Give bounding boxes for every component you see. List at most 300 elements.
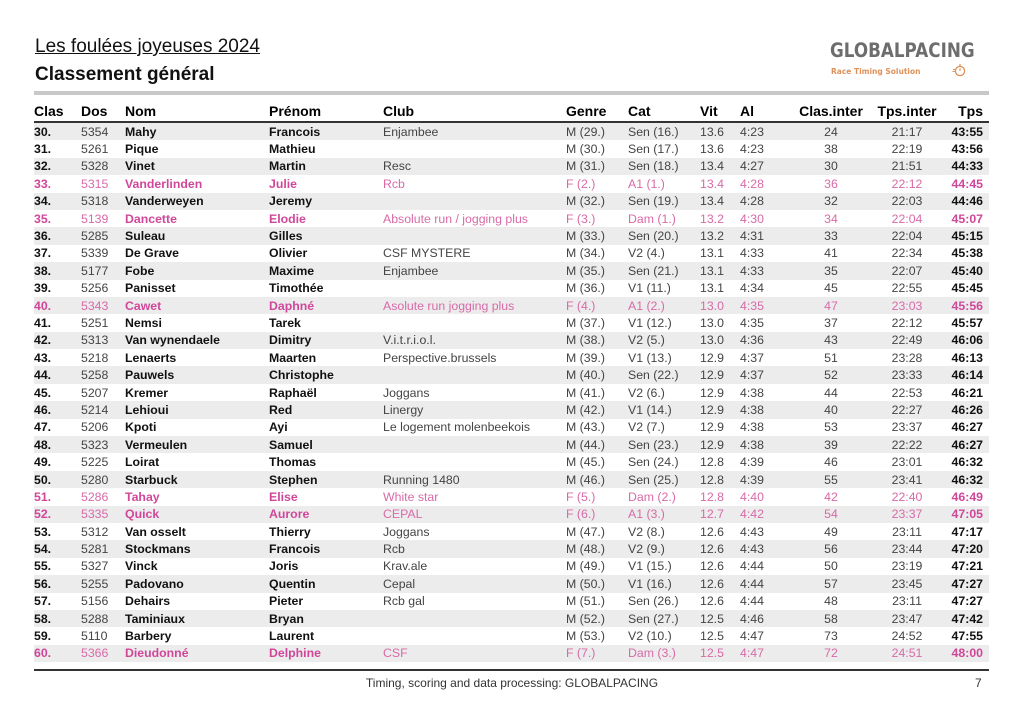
- cell-tps-inter: 22:12: [891, 315, 923, 330]
- cell-genre: F (6.): [566, 506, 628, 523]
- cell-tps: 46:14: [942, 366, 989, 383]
- cell-club: Joggans: [383, 524, 430, 539]
- cell-club: [383, 280, 566, 297]
- cell-club: [383, 366, 566, 383]
- col-cat[interactable]: Cat: [628, 98, 700, 122]
- cell-nom: Cawet: [125, 297, 269, 314]
- cell-dos: 5313: [81, 332, 125, 349]
- cell-tps-inter: 22:22: [872, 436, 942, 453]
- cell-dos: 5323: [81, 436, 125, 453]
- cell-genre: M (36.): [566, 281, 605, 296]
- cell-cat: Sen (18.): [628, 158, 700, 175]
- cell-clas-inter: 48: [824, 594, 838, 609]
- table-row: [34, 245, 989, 262]
- cell-cat: Sen (17.): [628, 142, 679, 157]
- cell-dos: 5110: [81, 629, 108, 644]
- cell-prenom: Christophe: [269, 366, 383, 383]
- cell-club: Enjambee: [383, 262, 566, 279]
- cell-nom: Van wynendaele: [125, 332, 269, 349]
- cell-cat: Sen (19.): [628, 193, 700, 210]
- cell-genre: M (51.): [566, 594, 605, 609]
- cell-prenom: Samuel: [269, 436, 383, 453]
- table-row: [34, 558, 989, 575]
- col-club[interactable]: Club: [383, 98, 566, 122]
- cell-genre: M (34.): [566, 246, 605, 261]
- cell-clas-inter: 33: [790, 227, 872, 244]
- cell-genre: M (45.): [566, 455, 605, 470]
- cell-tps-inter: 23:45: [872, 575, 942, 592]
- cell-tps-inter: 22:12: [891, 176, 923, 191]
- logo-wordmark: GLOBALPACING: [830, 39, 975, 62]
- cell-nom: Quick: [125, 506, 269, 523]
- cell-al: 4:37: [740, 366, 790, 383]
- cell-tps-inter: 22:07: [872, 262, 942, 279]
- cell-dos: 5285: [81, 227, 125, 244]
- table-row: [34, 366, 989, 383]
- cell-clas: 31.: [34, 142, 52, 157]
- cell-clas: 36.: [34, 227, 81, 244]
- cell-dos: 5335: [81, 506, 125, 523]
- page-title: Les foulées joyeuses 2024: [35, 36, 260, 57]
- cell-prenom: Pieter: [269, 594, 304, 609]
- cell-genre: F (7.): [566, 645, 628, 662]
- cell-al: 4:35: [740, 315, 764, 330]
- cell-prenom: Maxime: [269, 262, 383, 279]
- table-row: [34, 158, 989, 175]
- cell-genre: F (4.): [566, 297, 628, 314]
- cell-prenom: Elise: [269, 489, 298, 504]
- cell-tps-inter: 22:03: [872, 193, 942, 210]
- cell-vit: 13.1: [700, 281, 724, 296]
- cell-clas-inter: 38: [824, 142, 838, 157]
- cell-genre: M (32.): [566, 193, 628, 210]
- cell-tps-inter: 22:49: [872, 332, 942, 349]
- col-clas[interactable]: Clas: [34, 98, 81, 122]
- cell-clas-inter: 50: [824, 559, 838, 574]
- cell-dos: 5339: [81, 246, 109, 261]
- cell-clas-inter: 39: [790, 436, 872, 453]
- cell-club: [383, 610, 566, 627]
- cell-cat: A1 (1.): [628, 176, 665, 191]
- table-header-row: [34, 98, 989, 122]
- cell-clas: 49.: [34, 455, 52, 470]
- cell-prenom: Red: [269, 401, 383, 418]
- cell-vit: 12.5: [700, 610, 740, 627]
- cell-al: 4:47: [740, 629, 764, 644]
- cell-tps: 44:46: [942, 193, 989, 210]
- cell-tps: 47:05: [942, 506, 989, 523]
- cell-al: 4:39: [740, 455, 764, 470]
- table-row: [34, 436, 989, 453]
- cell-cat: Dam (1.): [628, 211, 676, 226]
- cell-al: 4:40: [740, 489, 764, 504]
- cell-cat: V2 (10.): [628, 629, 672, 644]
- cell-vit: 13.6: [700, 142, 724, 157]
- table-row: [34, 193, 989, 210]
- cell-genre: M (44.): [566, 436, 628, 453]
- cell-cat: Sen (16.): [628, 122, 700, 140]
- cell-dos: 5258: [81, 366, 125, 383]
- cell-vit: 12.6: [700, 559, 724, 574]
- cell-clas: 32.: [34, 158, 81, 175]
- table-row: [34, 471, 989, 488]
- cell-al: 4:47: [740, 645, 790, 662]
- table-row: [34, 314, 989, 331]
- cell-tps-inter: 24:51: [872, 645, 942, 662]
- cell-genre: M (39.): [566, 350, 605, 365]
- cell-tps-inter: 23:11: [892, 594, 922, 609]
- cell-clas-inter: 24: [790, 122, 872, 140]
- cell-clas: 60.: [34, 645, 81, 662]
- cell-genre: M (50.): [566, 575, 628, 592]
- cell-clas: 47.: [34, 420, 52, 435]
- cell-genre: M (33.): [566, 227, 628, 244]
- cell-clas-inter: 40: [790, 401, 872, 418]
- cell-tps: 46:27: [942, 436, 989, 453]
- cell-vit: 12.9: [700, 385, 724, 400]
- cell-dos: 5207: [81, 385, 109, 400]
- cell-genre: F (5.): [566, 489, 596, 504]
- cell-genre: M (47.): [566, 524, 605, 539]
- cell-dos: 5288: [81, 610, 125, 627]
- cell-dos: 5366: [81, 645, 125, 662]
- cell-clas: 52.: [34, 506, 81, 523]
- cell-vit: 13.0: [700, 332, 740, 349]
- table-row: [34, 506, 989, 523]
- cell-dos: 5280: [81, 471, 125, 488]
- cell-club: [383, 627, 566, 644]
- cell-cat: V1 (12.): [628, 315, 672, 330]
- cell-tps-inter: 22:27: [872, 401, 942, 418]
- cell-prenom: Mathieu: [269, 142, 316, 157]
- cell-al: 4:33: [740, 262, 790, 279]
- cell-clas: 50.: [34, 471, 81, 488]
- cell-genre: M (49.): [566, 559, 605, 574]
- cell-cat: V1 (13.): [628, 350, 672, 365]
- cell-club: Running 1480: [383, 471, 566, 488]
- cell-nom: Mahy: [125, 122, 269, 140]
- table-row: [34, 122, 989, 140]
- cell-genre: F (2.): [566, 176, 596, 191]
- cell-clas: 39.: [34, 281, 52, 296]
- footer-credit: Timing, scoring and data processing: GLOBALPACING: [365, 676, 659, 690]
- cell-cat: V1 (15.): [628, 559, 672, 574]
- cell-tps: 46:32: [942, 471, 989, 488]
- cell-tps: 45:15: [942, 227, 989, 244]
- cell-clas: 54.: [34, 540, 81, 557]
- cell-cat: Sen (21.): [628, 262, 700, 279]
- cell-prenom: Francois: [269, 122, 383, 140]
- cell-cat: Sen (27.): [628, 610, 700, 627]
- logo-tagline: Race Timing Solution: [831, 67, 921, 76]
- cell-clas: 33.: [34, 176, 52, 191]
- cell-vit: 13.6: [700, 122, 740, 140]
- stopwatch-icon: [952, 63, 966, 77]
- header-band: [34, 91, 989, 95]
- cell-al: 4:28: [740, 176, 764, 191]
- cell-clas: 48.: [34, 436, 81, 453]
- cell-vit: 12.9: [700, 420, 724, 435]
- cell-tps-inter: 23:41: [872, 471, 942, 488]
- col-dos[interactable]: Dos: [81, 98, 125, 122]
- cell-prenom: Bryan: [269, 610, 383, 627]
- cell-club: Krav.ale: [383, 559, 428, 574]
- cell-club: Cepal: [383, 575, 566, 592]
- cell-tps-inter: 22:40: [891, 489, 923, 504]
- cell-genre: M (30.): [566, 142, 605, 157]
- cell-clas-inter: 53: [824, 420, 838, 435]
- cell-prenom: Aurore: [269, 506, 383, 523]
- cell-tps-inter: 23:47: [872, 610, 942, 627]
- col-genre[interactable]: Genre: [566, 98, 628, 122]
- cell-club: Le logement molenbeekois: [383, 420, 530, 435]
- cell-clas-inter: 58: [790, 610, 872, 627]
- cell-vit: 12.9: [700, 436, 740, 453]
- cell-club: Perspective.brussels: [383, 350, 497, 365]
- cell-nom: Pique: [125, 142, 159, 157]
- table-row: [34, 227, 989, 244]
- cell-vit: 12.5: [700, 645, 740, 662]
- col-tps[interactable]: Tps: [942, 98, 989, 122]
- cell-nom: Kpoti: [125, 420, 157, 435]
- cell-tps-inter: 23:03: [872, 297, 942, 314]
- cell-tps-inter: 23:37: [891, 420, 923, 435]
- cell-tps-inter: 22:04: [891, 211, 923, 226]
- table-row: [34, 401, 989, 418]
- cell-tps: 45:56: [942, 297, 989, 314]
- cell-nom: De Grave: [125, 246, 180, 261]
- cell-prenom: Gilles: [269, 227, 383, 244]
- table-row: [34, 523, 989, 540]
- cell-genre: M (41.): [566, 385, 605, 400]
- cell-cat: Sen (22.): [628, 366, 700, 383]
- cell-clas: 43.: [34, 350, 52, 365]
- cell-tps-inter: 22:19: [891, 142, 923, 157]
- cell-al: 4:36: [740, 332, 790, 349]
- cell-prenom: Stephen: [269, 471, 383, 488]
- cell-nom: Barbery: [125, 629, 172, 644]
- cell-prenom: Joris: [269, 559, 299, 574]
- cell-clas-inter: 57: [790, 575, 872, 592]
- cell-clas: 53.: [34, 524, 52, 539]
- cell-dos: 5315: [81, 176, 109, 191]
- cell-prenom: Tarek: [269, 315, 301, 330]
- col-prenom[interactable]: Prénom: [269, 98, 383, 122]
- cell-nom: Lehioui: [125, 401, 269, 418]
- cell-tps: 47:42: [942, 610, 989, 627]
- cell-tps: 47:55: [951, 629, 983, 644]
- cell-al: 4:43: [740, 540, 790, 557]
- table-row: [34, 175, 989, 192]
- cell-nom: Vanderlinden: [125, 176, 203, 191]
- table-row: [34, 210, 989, 227]
- cell-clas: 40.: [34, 297, 81, 314]
- cell-nom: Tahay: [125, 489, 160, 504]
- cell-clas-inter: 30: [790, 158, 872, 175]
- cell-prenom: Martin: [269, 158, 383, 175]
- cell-dos: 5218: [81, 350, 109, 365]
- cell-al: 4:44: [740, 594, 764, 609]
- cell-clas: 45.: [34, 385, 52, 400]
- cell-tps: 44:45: [951, 176, 983, 191]
- cell-tps: 44:33: [942, 158, 989, 175]
- cell-genre: M (43.): [566, 420, 605, 435]
- cell-vit: 12.6: [700, 575, 740, 592]
- cell-dos: 5343: [81, 297, 125, 314]
- table-row: [34, 140, 989, 157]
- cell-genre: M (29.): [566, 122, 628, 140]
- cell-tps: 46:32: [951, 455, 983, 470]
- cell-clas: 34.: [34, 193, 81, 210]
- cell-cat: V1 (14.): [628, 401, 700, 418]
- cell-tps-inter: 22:34: [891, 246, 923, 261]
- cell-tps: 48:00: [942, 645, 989, 662]
- cell-al: 4:38: [740, 436, 790, 453]
- table-row: [34, 297, 989, 314]
- cell-dos: 5281: [81, 540, 125, 557]
- cell-vit: 13.0: [700, 297, 740, 314]
- cell-tps: 46:06: [942, 332, 989, 349]
- col-clas-inter[interactable]: Clas.inter: [790, 98, 872, 122]
- cell-tps: 43:55: [942, 122, 989, 140]
- cell-al: 4:30: [740, 211, 764, 226]
- cell-nom: Loirat: [125, 455, 160, 470]
- cell-vit: 12.6: [700, 540, 740, 557]
- cell-dos: 5256: [81, 281, 109, 296]
- cell-club: V.i.t.r.i.o.l.: [383, 332, 566, 349]
- cell-dos: 5225: [81, 455, 109, 470]
- cell-clas: 35.: [34, 211, 52, 226]
- cell-nom: Suleau: [125, 227, 269, 244]
- cell-al: 4:44: [740, 559, 764, 574]
- cell-clas-inter: 47: [790, 297, 872, 314]
- cell-clas-inter: 73: [824, 629, 838, 644]
- cell-al: 4:23: [740, 122, 790, 140]
- cell-tps-inter: 21:51: [872, 158, 942, 175]
- cell-club: Rcb: [383, 540, 566, 557]
- cell-prenom: Ayi: [269, 420, 288, 435]
- cell-clas-inter: 52: [790, 366, 872, 383]
- cell-al: 4:27: [740, 158, 790, 175]
- cell-tps-inter: 23:19: [891, 559, 923, 574]
- cell-clas-inter: 43: [790, 332, 872, 349]
- cell-club: [383, 453, 566, 470]
- table-row: [34, 593, 989, 610]
- cell-nom: Dehairs: [125, 594, 171, 609]
- table-row: [34, 488, 989, 505]
- col-vit[interactable]: Vit: [700, 98, 740, 122]
- table-row: [34, 349, 989, 366]
- cell-cat: Dam (3.): [628, 645, 700, 662]
- cell-cat: A1 (2.): [628, 297, 700, 314]
- table-row: [34, 262, 989, 279]
- cell-prenom: Delphine: [269, 645, 383, 662]
- table-row: [34, 610, 989, 627]
- cell-prenom: Raphaël: [269, 385, 317, 400]
- cell-prenom: Maarten: [269, 350, 317, 365]
- cell-tps-inter: 23:37: [872, 506, 942, 523]
- cell-cat: Sen (24.): [628, 455, 679, 470]
- cell-club: Absolute run / jogging plus: [383, 211, 528, 226]
- cell-dos: 5156: [81, 594, 109, 609]
- cell-genre: M (52.): [566, 610, 628, 627]
- results-table: [34, 98, 989, 662]
- cell-tps-inter: 23:11: [892, 524, 922, 539]
- cell-club: White star: [383, 489, 439, 504]
- col-al[interactable]: Al: [740, 98, 790, 122]
- cell-nom: Kremer: [125, 385, 169, 400]
- cell-al: 4:42: [740, 506, 790, 523]
- cell-clas-inter: 72: [790, 645, 872, 662]
- col-nom[interactable]: Nom: [125, 98, 269, 122]
- cell-dos: 5255: [81, 575, 125, 592]
- cell-nom: Dieudonné: [125, 645, 269, 662]
- cell-prenom: Elodie: [269, 211, 306, 226]
- cell-tps-inter: 23:28: [891, 350, 923, 365]
- cell-cat: V2 (5.): [628, 332, 700, 349]
- cell-al: 4:28: [740, 193, 790, 210]
- cell-tps: 47:27: [951, 594, 983, 609]
- cell-tps: 43:56: [951, 142, 983, 157]
- cell-tps: 47:27: [942, 575, 989, 592]
- cell-tps: 47:21: [951, 559, 983, 574]
- cell-vit: 13.1: [700, 246, 724, 261]
- cell-vit: 12.8: [700, 455, 724, 470]
- cell-clas: 42.: [34, 332, 81, 349]
- cell-genre: M (31.): [566, 158, 628, 175]
- cell-genre: F (3.): [566, 211, 596, 226]
- cell-dos: 5214: [81, 401, 125, 418]
- cell-genre: M (46.): [566, 471, 628, 488]
- cell-tps: 45:07: [951, 211, 983, 226]
- cell-clas-inter: 44: [824, 385, 838, 400]
- cell-cat: V1 (16.): [628, 575, 700, 592]
- cell-tps-inter: 23:01: [891, 455, 923, 470]
- cell-clas: 55.: [34, 559, 52, 574]
- cell-al: 4:37: [740, 350, 764, 365]
- cell-club: [383, 193, 566, 210]
- cell-club: CSF: [383, 645, 566, 662]
- cell-vit: 13.2: [700, 211, 724, 226]
- cell-vit: 13.4: [700, 176, 724, 191]
- cell-prenom: Laurent: [269, 629, 315, 644]
- cell-clas-inter: 41: [824, 246, 838, 261]
- cell-dos: 5206: [81, 420, 109, 435]
- cell-clas: 38.: [34, 262, 81, 279]
- table-row: [34, 540, 989, 557]
- cell-clas-inter: 36: [824, 176, 838, 191]
- cell-nom: Taminiaux: [125, 610, 269, 627]
- cell-dos: 5251: [81, 315, 109, 330]
- cell-vit: 12.6: [700, 524, 724, 539]
- cell-vit: 12.8: [700, 489, 724, 504]
- cell-clas-inter: 42: [824, 489, 838, 504]
- col-tps-inter[interactable]: Tps.inter: [872, 98, 942, 122]
- cell-clas-inter: 34: [824, 211, 838, 226]
- cell-genre: M (42.): [566, 401, 628, 418]
- cell-cat: Sen (25.): [628, 471, 700, 488]
- cell-vit: 12.9: [700, 350, 724, 365]
- cell-cat: V2 (9.): [628, 540, 700, 557]
- cell-vit: 13.2: [700, 227, 740, 244]
- cell-tps-inter: 21:17: [872, 122, 942, 140]
- cell-club: Rcb gal: [383, 594, 425, 609]
- cell-clas: 56.: [34, 575, 81, 592]
- cell-tps: 46:27: [951, 420, 983, 435]
- cell-nom: Dancette: [125, 211, 177, 226]
- cell-genre: M (48.): [566, 540, 628, 557]
- cell-dos: 5286: [81, 489, 109, 504]
